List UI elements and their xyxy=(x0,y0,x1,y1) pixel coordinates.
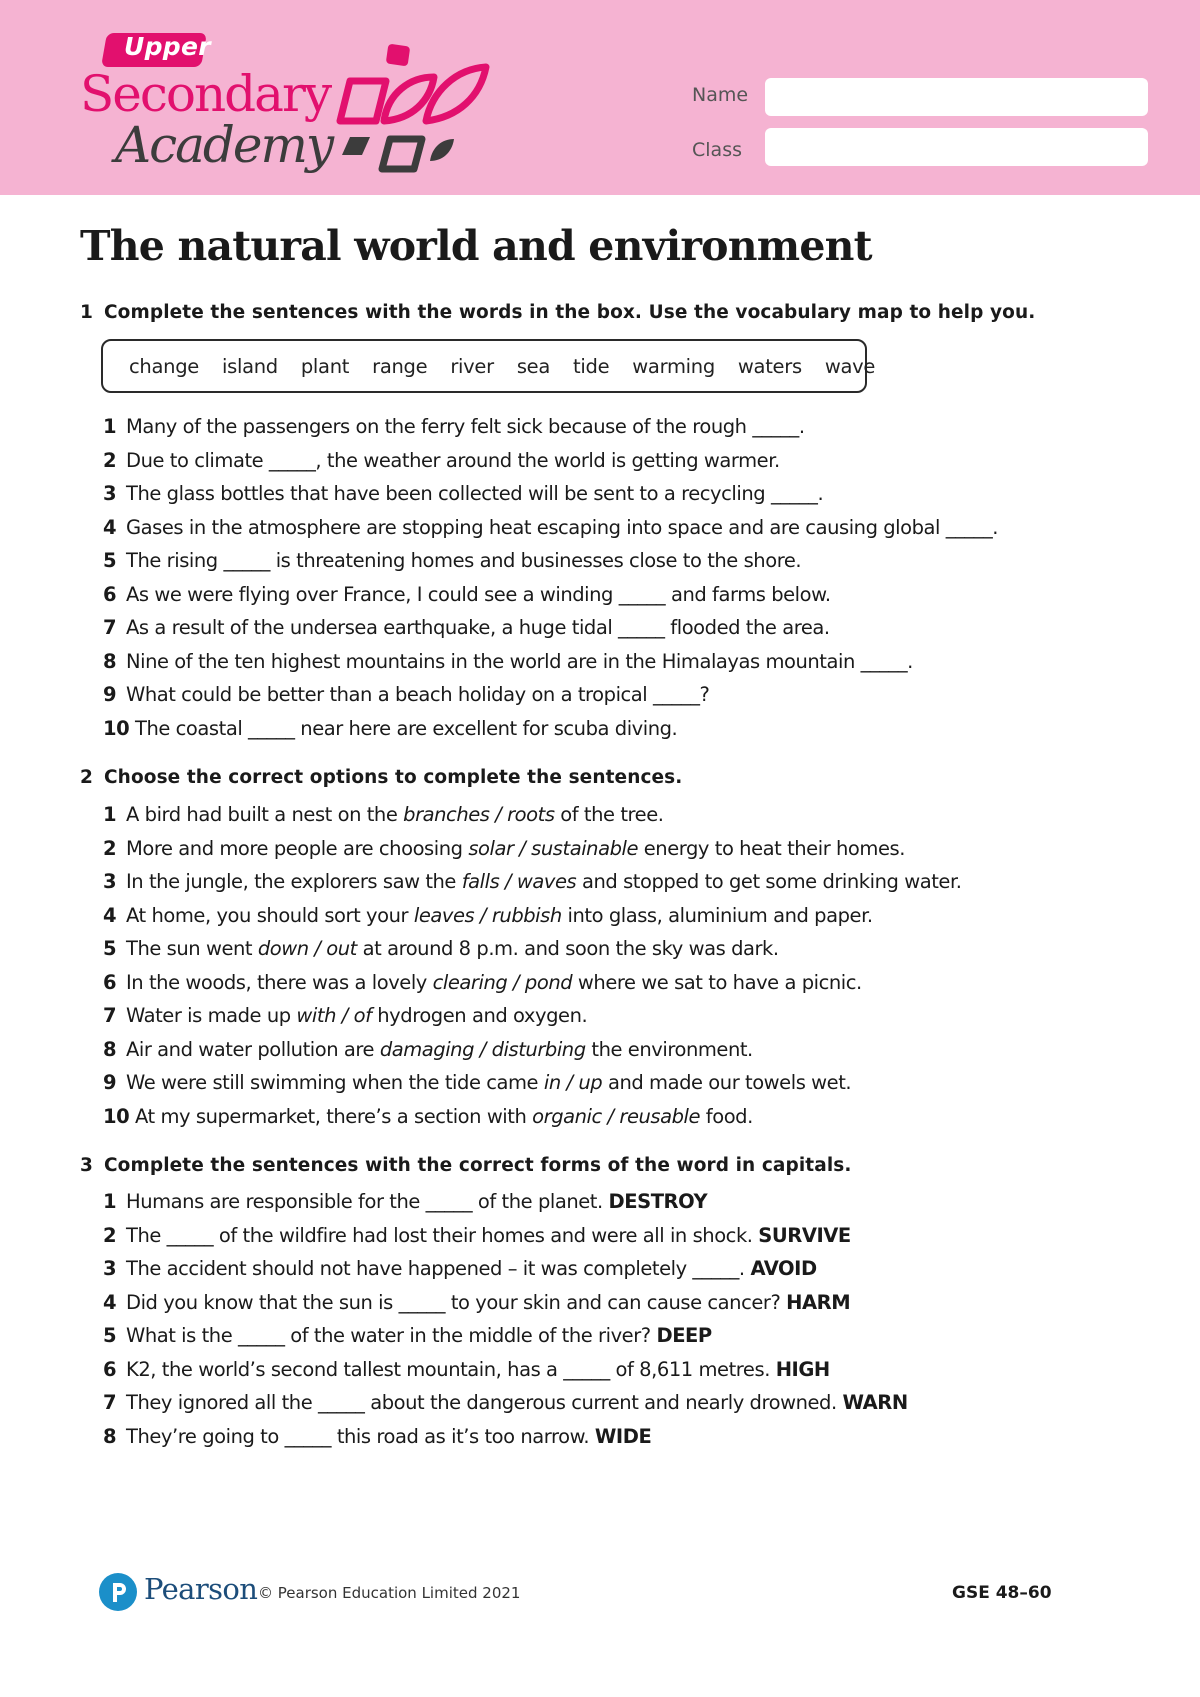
sentence-number: 1 xyxy=(103,1190,117,1213)
word-box-word: island xyxy=(221,354,278,378)
sentence-text: More and more people are choosing xyxy=(126,836,469,860)
exercise-2-heading xyxy=(80,767,682,788)
word-box-word: river xyxy=(450,354,494,378)
sentence-text: The glass bottles that have been collected will be sent to a recycling _____. xyxy=(126,482,824,505)
class-label: Class xyxy=(692,139,742,161)
sentence-text: As we were flying over France, I could see a winding _____ and farms below. xyxy=(126,582,831,606)
option-pair: solar / sustainable xyxy=(468,836,639,860)
sentence-number: 10 xyxy=(103,1104,130,1128)
sentence-number: 4 xyxy=(103,903,117,927)
capital-word: SURVIVE xyxy=(758,1223,851,1247)
sentence-number: 1 xyxy=(103,803,117,826)
option-pair: falls / waves xyxy=(461,870,577,893)
sentence-text: The sun went xyxy=(126,937,258,960)
sentence-text: into glass, aluminium and paper. xyxy=(561,903,873,927)
sentence-text: Many of the passengers on the ferry felt sick because of the rough _____. xyxy=(126,415,805,438)
option-pair: leaves / rubbish xyxy=(413,903,562,927)
sentence-text: In the woods, there was a lovely xyxy=(126,970,433,994)
exercise-2-instruction: Choose the correct options to complete the sentences. xyxy=(104,767,683,788)
option-pair: damaging / disturbing xyxy=(379,1037,586,1061)
sentence-text: food. xyxy=(700,1104,753,1128)
sentence-number: 3 xyxy=(103,482,117,505)
name-label: Name xyxy=(692,84,749,106)
sentence-number: 8 xyxy=(103,1037,117,1061)
sentence-text: energy to heat their homes. xyxy=(638,836,905,860)
sentence-text: A bird had built a nest on the xyxy=(126,803,404,826)
sentence-item xyxy=(103,1319,908,1353)
sentence-number: 4 xyxy=(103,515,117,539)
word-box-word: wave xyxy=(824,354,876,378)
sentence-number: 5 xyxy=(103,1324,117,1347)
sentence-text: As a result of the undersea earthquake, a huge tidal _____ flooded the area. xyxy=(126,616,830,639)
exercise-1-instruction: Complete the sentences with the words in the box. Use the vocabulary map to help you. xyxy=(104,302,1036,323)
word-box-word: plant xyxy=(300,354,350,378)
sentence-number: 9 xyxy=(103,683,117,706)
sentence-text: the environment. xyxy=(585,1037,753,1061)
sentence-item xyxy=(103,1066,961,1100)
pearson-logo-icon xyxy=(98,1572,138,1612)
page-title: The natural world and environment xyxy=(80,222,872,270)
sentence-item xyxy=(103,511,998,545)
option-pair: with / of xyxy=(296,1004,372,1027)
exercise-1-number: 1 xyxy=(80,302,93,323)
footer-brand: Pearson xyxy=(144,1572,258,1606)
exercise-1-heading xyxy=(80,302,1035,323)
sentence-text: Nine of the ten highest mountains in the world are in the Himalayas mountain _____. xyxy=(126,649,913,673)
sentence-text: We were still swimming when the tide came xyxy=(126,1071,544,1094)
sentence-text: Air and water pollution are xyxy=(126,1037,380,1061)
sentence-number: 2 xyxy=(103,448,117,472)
option-pair: clearing / pond xyxy=(432,970,573,994)
capital-word: HIGH xyxy=(775,1357,830,1381)
sentence-text: of the tree. xyxy=(554,803,664,826)
sentence-number: 3 xyxy=(103,870,117,893)
option-pair: down / out xyxy=(257,937,357,960)
sentence-text: The _____ of the wildfire had lost their homes and were all in shock. xyxy=(126,1223,759,1247)
word-box-word: change xyxy=(129,354,199,378)
logo-leaf-shapes-icon xyxy=(330,43,490,183)
sentence-number: 8 xyxy=(103,1424,117,1448)
exercise-3-instruction: Complete the sentences with the correct forms of the word in capitals. xyxy=(104,1155,852,1176)
sentence-item xyxy=(103,1033,961,1067)
sentence-item xyxy=(103,932,961,966)
sentence-item xyxy=(103,1185,908,1219)
sentence-text: What could be better than a beach holiday on a tropical _____? xyxy=(126,683,710,706)
sentence-item xyxy=(103,544,998,578)
sentence-item xyxy=(103,611,998,645)
capital-word: DEEP xyxy=(656,1324,712,1347)
option-pair: branches / roots xyxy=(403,803,555,826)
sentence-item xyxy=(103,444,998,478)
option-pair: organic / reusable xyxy=(532,1104,701,1128)
sentence-item xyxy=(103,578,998,612)
word-box-word: waters xyxy=(737,354,802,378)
word-box-word: tide xyxy=(573,354,610,378)
logo-secondary-text: Secondary xyxy=(80,65,331,123)
sentence-number: 6 xyxy=(103,1357,117,1381)
logo-badge-text: Upper xyxy=(124,32,211,61)
sentence-number: 8 xyxy=(103,649,117,673)
sentence-number: 7 xyxy=(103,1004,117,1027)
sentence-text: where we sat to have a picnic. xyxy=(572,970,862,994)
exercise-1-list xyxy=(103,410,998,745)
sentence-item xyxy=(103,1100,961,1134)
sentence-item xyxy=(103,832,961,866)
sentence-text: and stopped to get some drinking water. xyxy=(576,870,962,893)
sentence-text: Did you know that the sun is _____ to your skin and can cause cancer? xyxy=(126,1290,787,1314)
capital-word: HARM xyxy=(786,1290,851,1314)
word-box-word: sea xyxy=(516,354,551,378)
footer-gse-level: GSE 48–60 xyxy=(952,1583,1052,1603)
header-band xyxy=(0,0,1200,195)
sentence-item xyxy=(103,1353,908,1387)
sentence-text: at around 8 p.m. and soon the sky was dark. xyxy=(356,937,779,960)
sentence-item xyxy=(103,477,998,511)
sentence-item xyxy=(103,865,961,899)
word-box-word: warming xyxy=(632,354,715,378)
sentence-number: 4 xyxy=(103,1290,117,1314)
footer-copyright: © Pearson Education Limited 2021 xyxy=(258,1584,521,1602)
sentence-text: Water is made up xyxy=(126,1004,297,1027)
sentence-number: 2 xyxy=(103,836,117,860)
sentence-number: 1 xyxy=(103,415,117,438)
sentence-item xyxy=(103,678,998,712)
upper-secondary-academy-logo xyxy=(80,28,490,183)
sentence-item xyxy=(103,410,998,444)
sentence-text: and made our towels wet. xyxy=(602,1071,852,1094)
sentence-text: At my supermarket, there’s a section with xyxy=(135,1104,533,1128)
sentence-text: Due to climate _____, the weather around the world is getting warmer. xyxy=(126,448,780,472)
exercise-3-heading xyxy=(80,1155,852,1176)
sentence-item xyxy=(103,899,961,933)
sentence-number: 5 xyxy=(103,549,117,572)
sentence-text: The rising _____ is threatening homes and businesses close to the shore. xyxy=(126,549,802,572)
sentence-item xyxy=(103,1386,908,1420)
capital-word: AVOID xyxy=(750,1257,817,1280)
sentence-text: At home, you should sort your xyxy=(126,903,414,927)
exercise-3-list xyxy=(103,1185,908,1453)
sentence-item xyxy=(103,1252,908,1286)
sentence-number: 7 xyxy=(103,616,117,639)
sentence-number: 7 xyxy=(103,1391,117,1414)
sentence-item xyxy=(103,999,961,1033)
sentence-number: 10 xyxy=(103,716,130,740)
exercise-2-number: 2 xyxy=(80,767,93,788)
sentence-item xyxy=(103,798,961,832)
sentence-item xyxy=(103,1219,908,1253)
word-box xyxy=(101,339,876,393)
sentence-number: 6 xyxy=(103,582,117,606)
sentence-text: In the jungle, the explorers saw the xyxy=(126,870,462,893)
sentence-text: They ignored all the _____ about the dangerous current and nearly drowned. xyxy=(126,1391,843,1414)
sentence-number: 2 xyxy=(103,1223,117,1247)
sentence-text: hydrogen and oxygen. xyxy=(371,1004,588,1027)
capital-word: DESTROY xyxy=(608,1190,708,1213)
sentence-number: 6 xyxy=(103,970,117,994)
sentence-text: They’re going to _____ this road as it’s too narrow. xyxy=(126,1424,595,1448)
sentence-text: Humans are responsible for the _____ of the planet. xyxy=(126,1190,609,1213)
sentence-number: 3 xyxy=(103,1257,117,1280)
sentence-number: 9 xyxy=(103,1071,117,1094)
logo-academy-text: Academy xyxy=(115,116,333,174)
exercise-2-list xyxy=(103,798,961,1133)
name-field[interactable] xyxy=(765,78,1148,116)
sentence-item xyxy=(103,1420,908,1454)
capital-word: WARN xyxy=(842,1391,908,1414)
sentence-text: K2, the world’s second tallest mountain, has a _____ of 8,611 metres. xyxy=(126,1357,776,1381)
sentence-text: The accident should not have happened – it was completely _____. xyxy=(126,1257,751,1280)
capital-word: WIDE xyxy=(594,1424,652,1448)
sentence-text: The coastal _____ near here are excellent for scuba diving. xyxy=(135,716,678,740)
sentence-item xyxy=(103,966,961,1000)
option-pair: in / up xyxy=(543,1071,603,1094)
sentence-item xyxy=(103,645,998,679)
sentence-item xyxy=(103,1286,908,1320)
class-field[interactable] xyxy=(765,128,1148,166)
sentence-text: Gases in the atmosphere are stopping heat escaping into space and are causing global _____. xyxy=(126,515,999,539)
sentence-text: What is the _____ of the water in the middle of the river? xyxy=(126,1324,657,1347)
word-box-word: range xyxy=(372,354,428,378)
exercise-3-number: 3 xyxy=(80,1155,93,1176)
sentence-number: 5 xyxy=(103,937,117,960)
sentence-item xyxy=(103,712,998,746)
